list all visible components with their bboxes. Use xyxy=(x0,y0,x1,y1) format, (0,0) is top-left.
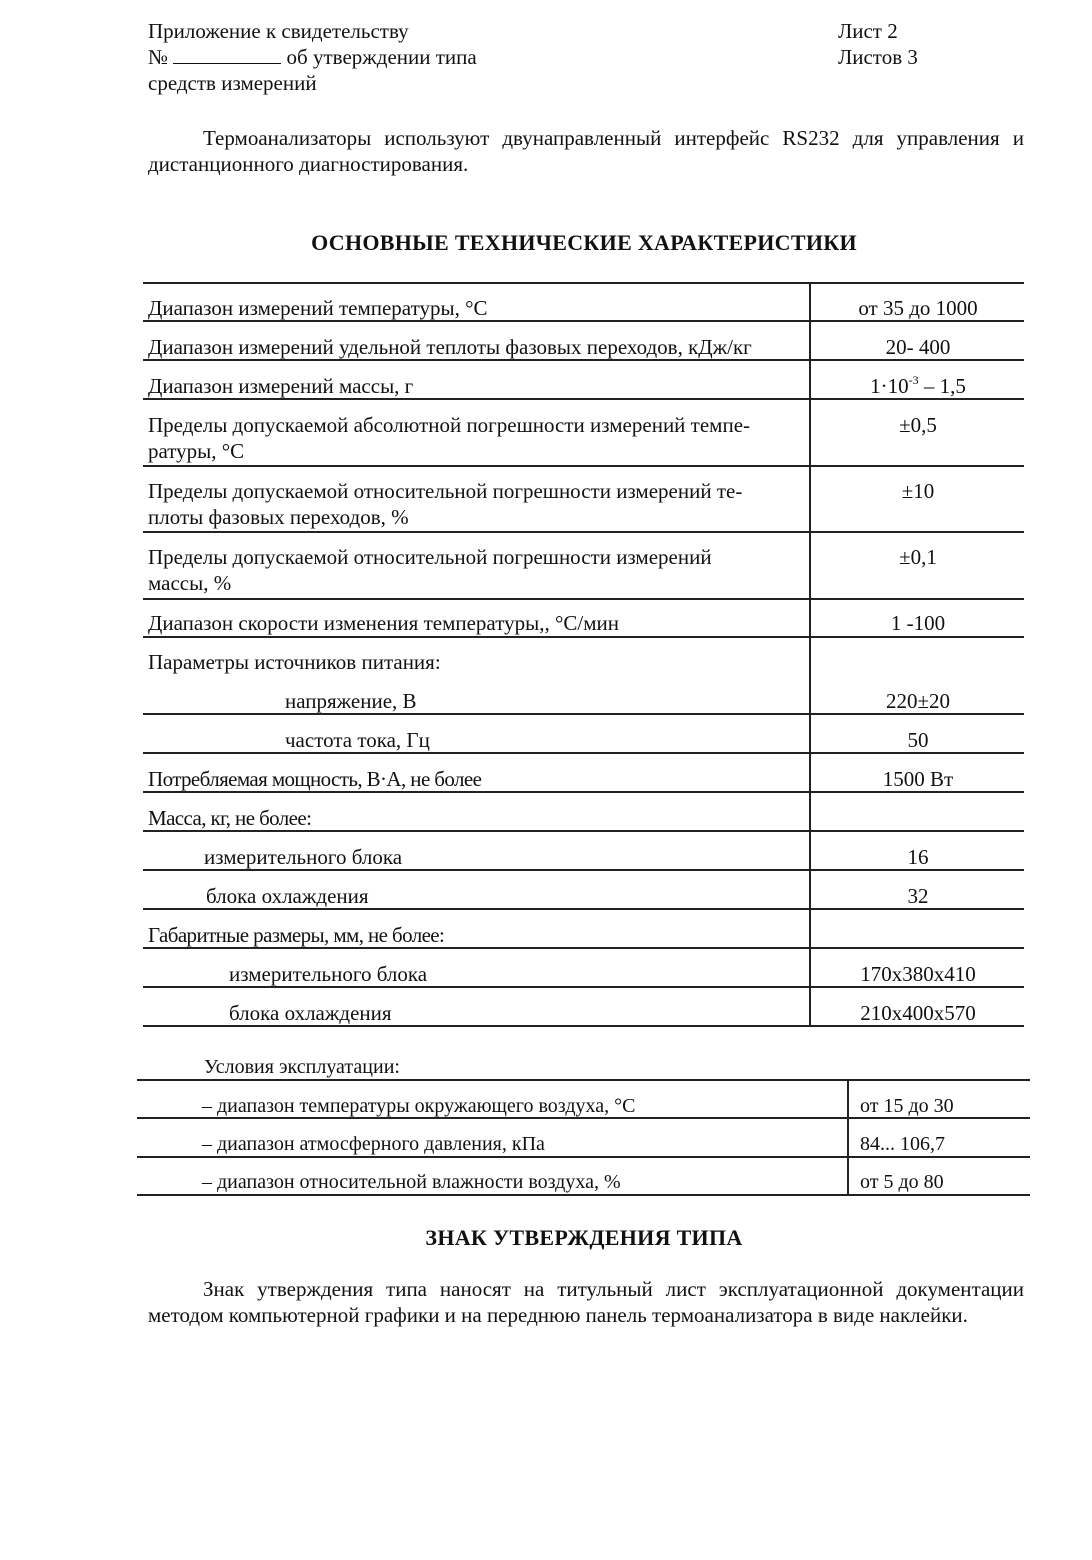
approval-heading: ЗНАК УТВЕРЖДЕНИЯ ТИПА xyxy=(425,1225,743,1250)
header-line-1: Приложение к свидетельству xyxy=(148,19,409,43)
spec-value: от 35 до 1000 xyxy=(858,296,978,320)
spec-param: Пределы допускаемой относительной погрешности измерений массы, % xyxy=(148,545,712,595)
spec-param: Пределы допускаемой относительной погрешности измерений те- плоты фазовых переходов, % xyxy=(148,479,743,529)
spec-value: 1 -100 xyxy=(890,611,946,635)
intro-paragraph: Термоанализаторы используют двунаправленный интерфейс RS232 для управления и дистанционного диагностирования. xyxy=(148,126,1024,176)
spec-param: Пределы допускаемой абсолютной погрешности измерений темпе- ратуры, °С xyxy=(148,413,751,463)
spec-param: блока охлаждения xyxy=(229,1001,392,1025)
condition-value: от 15 до 30 xyxy=(860,1095,954,1117)
spec-value: 1500 Вт xyxy=(882,767,954,791)
certificate-header xyxy=(148,18,477,96)
spec-value: 20- 400 xyxy=(885,335,951,359)
specs-heading: ОСНОВНЫЕ ТЕХНИЧЕСКИЕ ХАРАКТЕРИСТИКИ xyxy=(311,230,857,255)
condition-param: – диапазон относительной влажности воздуха, % xyxy=(202,1171,621,1193)
spec-param: Диапазон измерений массы, г xyxy=(148,374,414,398)
condition-value: от 5 до 80 xyxy=(860,1171,944,1193)
condition-param: – диапазон атмосферного давления, кПа xyxy=(202,1133,545,1155)
spec-param: напряжение, В xyxy=(285,689,417,713)
spec-group-label: Масса, кг, не более: xyxy=(148,806,312,830)
conditions-title: Условия эксплуатации: xyxy=(204,1056,400,1078)
spec-value: ±10 xyxy=(901,479,935,503)
spec-param: измерительного блока xyxy=(204,845,403,869)
spec-param: измерительного блока xyxy=(229,962,428,986)
spec-group-label: Параметры источников питания: xyxy=(148,650,441,674)
spec-param: блока охлаждения xyxy=(206,884,369,908)
certificate-number-blank xyxy=(173,47,281,64)
sheet-total: Листов 3 xyxy=(838,45,918,69)
spec-param: Потребляемая мощность, В·А, не более xyxy=(148,767,482,791)
spec-value: 210x400x570 xyxy=(860,1001,976,1025)
spec-param: Диапазон скорости изменения температуры,, °С/мин xyxy=(148,611,619,635)
spec-param: частота тока, Гц xyxy=(285,728,430,752)
spec-value: 16 xyxy=(907,845,929,869)
spec-value: 32 xyxy=(907,884,929,908)
sheet-number: Лист 2 xyxy=(838,19,898,43)
condition-value: 84... 106,7 xyxy=(860,1133,945,1155)
spec-value: 220±20 xyxy=(885,689,951,713)
spec-param: Диапазон измерений удельной теплоты фазовых переходов, кДж/кг xyxy=(148,335,752,359)
spec-value: $1\cdot 10^{-3} - 1,5$ xyxy=(870,373,966,398)
spec-group-label: Габаритные размеры, мм, не более: xyxy=(148,923,445,947)
condition-param: – диапазон температуры окружающего воздуха, °С xyxy=(202,1095,636,1117)
approval-paragraph: Знак утверждения типа наносят на титульный лист эксплуатационной документации методом компьютерной графики и на переднюю панель термоанализатора в виде наклейки. xyxy=(148,1277,1024,1327)
header-line-2: № об утверждении типа xyxy=(148,45,477,69)
header-line-3: средств измерений xyxy=(148,71,317,95)
spec-value: 50 xyxy=(907,728,929,752)
spec-value: ±0,5 xyxy=(899,413,937,437)
sheet-info xyxy=(838,18,918,70)
spec-value: 170x380x410 xyxy=(860,962,976,986)
spec-param: Диапазон измерений температуры, °С xyxy=(148,296,488,320)
spec-value: ±0,1 xyxy=(899,545,937,569)
